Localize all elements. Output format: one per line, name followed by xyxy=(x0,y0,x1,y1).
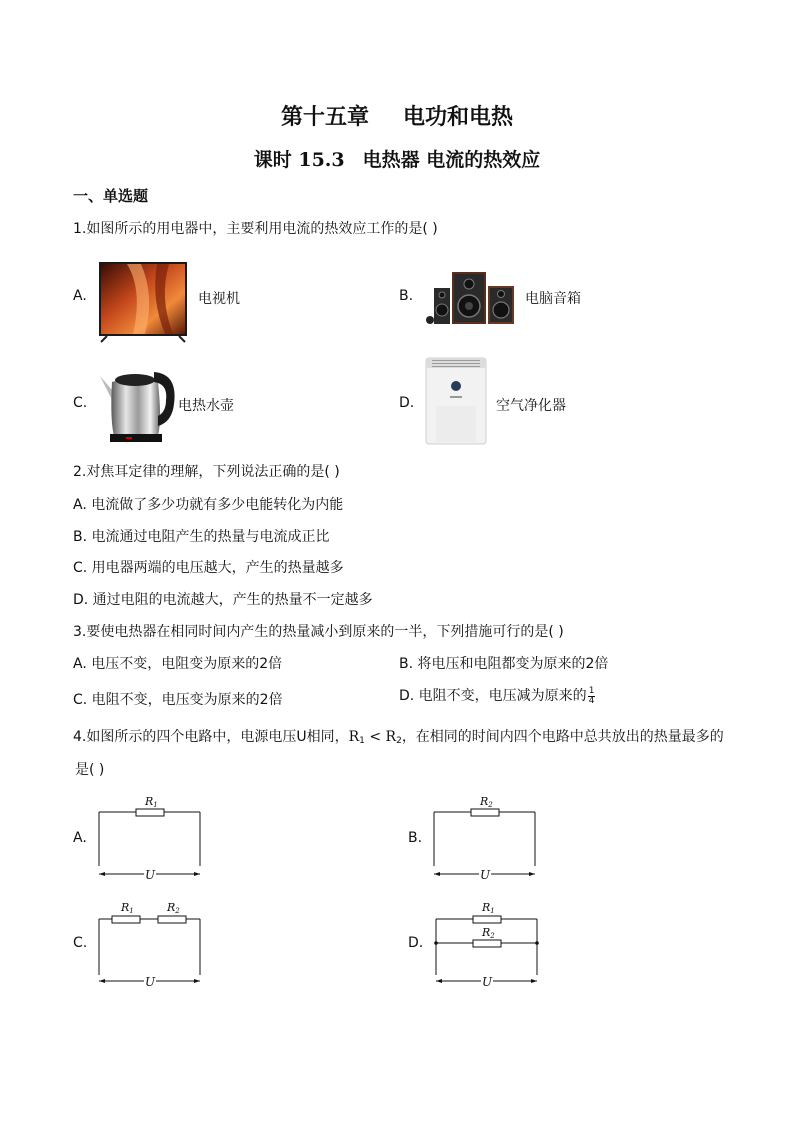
q4-option-d-letter: D. xyxy=(408,935,424,951)
chapter-title xyxy=(0,100,794,131)
lesson-number: 课时 15.3 xyxy=(253,149,345,171)
circuit-c-r1-label: R1 xyxy=(121,901,134,915)
q1-stem: 1.如图所示的用电器中，主要利用电流的热效应工作的是( ) xyxy=(73,221,438,237)
circuit-c-diagram xyxy=(90,895,210,991)
q1-option-d-label: 空气净化器 xyxy=(496,398,566,414)
circuit-d-r2-label: R2 xyxy=(482,926,495,940)
q1-option-a-label: 电视机 xyxy=(198,291,240,307)
circuit-a-diagram xyxy=(90,790,210,886)
kettle-icon xyxy=(96,360,180,444)
q4-option-b-letter: B. xyxy=(408,830,423,846)
q3-stem: 3.要使电热器在相同时间内产生的热量减小到原来的一半，下列措施可行的是( ) xyxy=(73,624,564,640)
lesson-topic: 电热器 电流的热效应 xyxy=(362,149,541,171)
q4-less-than: < xyxy=(364,729,386,745)
circuit-b-u-label: U xyxy=(480,868,491,882)
q1-option-a-letter: A. xyxy=(73,288,87,304)
q4-option-c-letter: C. xyxy=(73,935,88,951)
circuit-b-r2-label: R2 xyxy=(480,795,493,809)
fraction-numerator: 1 xyxy=(588,685,595,696)
tv-icon xyxy=(97,250,189,346)
circuit-a-u-label: U xyxy=(145,868,156,882)
q3-option-b: B. 将电压和电阻都变为原来的2倍 xyxy=(399,656,609,672)
q3-option-a: A. 电压不变，电阻变为原来的2倍 xyxy=(73,656,283,672)
q4-r1: R xyxy=(348,729,360,745)
q1-option-d-letter: D. xyxy=(399,395,415,411)
q2-option-b: B. 电流通过电阻产生的热量与电流成正比 xyxy=(73,529,330,545)
fraction-denominator: 4 xyxy=(588,695,595,706)
circuit-b-diagram xyxy=(425,790,545,886)
speaker-icon xyxy=(424,270,520,326)
q3-fraction xyxy=(588,687,596,706)
circuit-c-r2-label: R2 xyxy=(167,901,180,915)
q1-option-c-label: 电热水壶 xyxy=(178,398,234,414)
circuit-d-r1-label: R1 xyxy=(482,901,495,915)
q2-option-a: A. 电流做了多少功就有多少电能转化为内能 xyxy=(73,497,344,513)
circuit-d-u-label: U xyxy=(482,975,493,989)
q2-option-d: D. 通过电阻的电流越大，产生的热量不一定越多 xyxy=(73,592,373,608)
q2-stem: 2.对焦耳定律的理解，下列说法正确的是( ) xyxy=(73,464,340,480)
q4-option-a-letter: A. xyxy=(73,830,87,846)
q4-stem-line2: 是( ) xyxy=(75,762,105,778)
q4-stem-part2: ，在相同的时间内四个电路中总共放出的热量最多的 xyxy=(401,729,724,745)
q2-option-c: C. 用电器两端的电压越大，产生的热量越多 xyxy=(73,560,344,576)
q1-option-c-letter: C. xyxy=(73,395,88,411)
q4-r2: R xyxy=(385,729,397,745)
q3-option-c: C. 电阻不变，电压变为原来的2倍 xyxy=(73,692,283,708)
q3-option-d-text: D. 电阻不变，电压减为原来的 xyxy=(399,688,587,704)
section-heading: 一、单选题 xyxy=(73,187,149,205)
q1-option-b-label: 电脑音箱 xyxy=(525,291,581,307)
circuit-d-diagram xyxy=(425,895,549,991)
q4-stem-part1: 4.如图所示的四个电路中，电源电压U相同， xyxy=(73,729,349,745)
lesson-title xyxy=(0,145,794,172)
q3-option-d xyxy=(399,686,595,706)
q4-r2-sub: 2 xyxy=(396,736,402,746)
q1-option-b-letter: B. xyxy=(399,288,414,304)
q4-stem xyxy=(73,727,724,751)
chapter-topic: 电功和电热 xyxy=(403,104,514,130)
chapter-number: 第十五章 xyxy=(280,104,369,130)
circuit-a-r1-label: R1 xyxy=(145,795,158,809)
air-purifier-icon xyxy=(424,356,488,446)
circuit-c-u-label: U xyxy=(145,975,156,989)
q4-r1-sub: 1 xyxy=(359,736,365,746)
